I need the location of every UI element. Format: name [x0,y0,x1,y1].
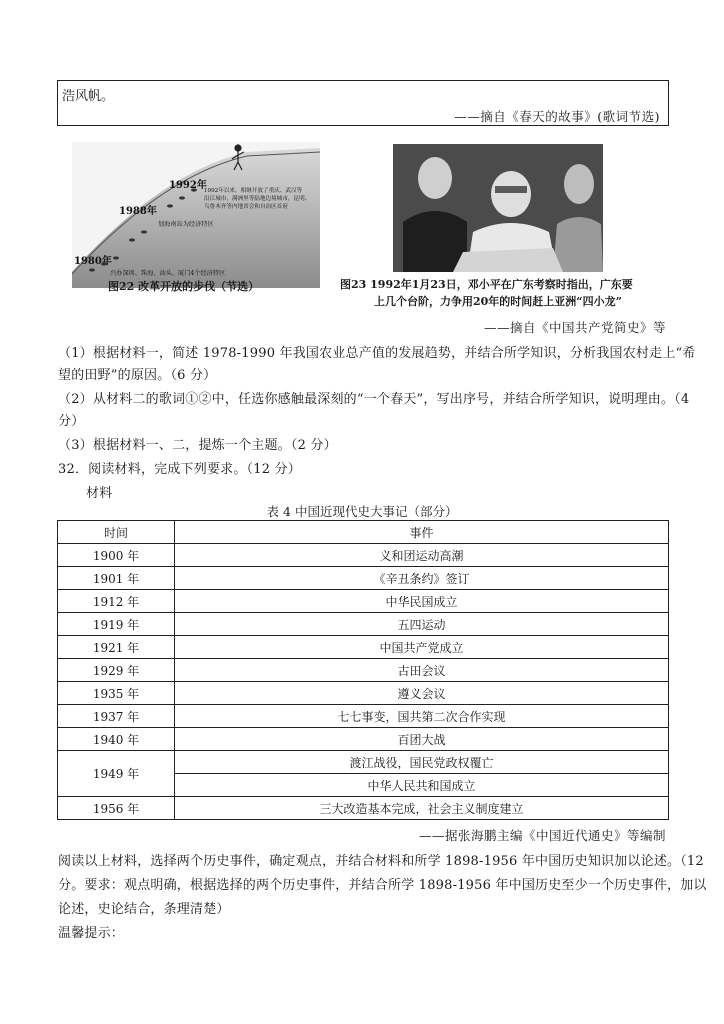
question-3: （3）根据材料一、二，提炼一个主题。（2 分） [58,438,337,453]
instruction-line3: 论述，史论结合，条理清楚） [58,902,230,917]
row-event: 《辛丑条约》签订 [175,567,669,590]
question-1-line2: 望的田野”的原因。（6 分） [58,368,217,383]
row-year: 1919 年 [58,613,175,636]
row-year: 1956 年 [58,797,175,820]
row-event: 中国共产党成立 [175,636,669,659]
row-year: 1912 年 [58,590,175,613]
instruction-line1: 阅读以上材料，选择两个历史事件，确定观点，并结合材料和所学 1898-1956 年中国历史知识加以论述。（12 [58,854,704,869]
table-row [58,705,669,728]
header-time: 时间 [58,521,175,544]
lyrics-quote-box [57,80,669,126]
note-1988: 划海南岛为经济特区 [158,221,214,228]
table-row [58,751,669,774]
row-year: 1935 年 [58,682,175,705]
table-source: ——据张海鹏主编《中国近代通史》等编制 [418,828,666,843]
table-row [58,613,669,636]
year-label-1980: 1980年 [74,256,112,267]
row-event: 五四运动 [175,613,669,636]
note-1992-line1: 1992年以来，相继开放了重庆、武汉等 [204,188,303,194]
history-events-table [57,520,669,820]
row-event: 百团大战 [175,728,669,751]
material-two-source: ——摘自《中国共产党简史》等 [483,320,666,335]
table-row [58,659,669,682]
figure-22-caption: 图22 改革开放的步伐（节选） [108,280,260,293]
table-header-row [58,521,669,544]
table-row [58,567,669,590]
table-row [58,544,669,567]
question-2-line1: （2）从材料二的歌词①②中，任选你感触最深刻的“一个春天”，写出序号，并结合所学知识，说明理由。（4 [58,392,690,407]
row-year: 1921 年 [58,636,175,659]
row-year: 1929 年 [58,659,175,682]
row-event: 中华民国成立 [175,590,669,613]
photo-deng-xiaoping [393,144,603,272]
row-event: 三大改造基本完成，社会主义制度建立 [175,797,669,820]
figure-22-reform-steps [72,142,320,288]
table-row [58,728,669,751]
row-year: 1940 年 [58,728,175,751]
figure-23-caption-line1: 图23 1992年1月23日，邓小平在广东考察时指出，广东要 [340,278,633,291]
quote-source: ——摘自《春天的故事》(歌词节选) [454,109,660,124]
table-row [58,682,669,705]
row-event: 渡江战役，国民党政权覆亡 [175,751,669,774]
table-row [58,636,669,659]
question-32-title: 32．阅读材料，完成下列要求。（12 分） [58,462,301,477]
row-year: 1937 年 [58,705,175,728]
table-row [58,590,669,613]
header-event: 事件 [175,521,669,544]
note-1992-line2: 沿江城市，满洲里等陆地边境城市，昆明、 [204,196,311,202]
material-label: 材料 [86,486,113,501]
figure-22-illustration [72,142,320,288]
year-label-1988: 1988年 [119,206,157,217]
year-label-1992: 1992年 [169,180,207,191]
note-1980: 兴办深圳、珠海、汕头、厦门4个经济特区 [110,270,226,277]
quote-text: 浩风帆。 [62,89,115,104]
row-event: 古田会议 [175,659,669,682]
table-row [58,797,669,820]
row-event: 义和团运动高潮 [175,544,669,567]
question-1-line1: （1）根据材料一，简述 1978-1990 年我国农业总产值的发展趋势，并结合所学知识，分析我国农村走上“希 [58,346,696,361]
row-year: 1901 年 [58,567,175,590]
row-event: 中华人民共和国成立 [175,774,669,797]
row-year-1949: 1949 年 [58,751,175,797]
question-2-line2: 分） [58,414,85,429]
row-event: 七七事变，国共第二次合作实现 [175,705,669,728]
instruction-line2: 分。要求：观点明确，根据选择的两个历史事件，并结合所学 1898-1956 年中国历史至少一个历史事件，加以 [58,878,707,893]
row-year: 1900 年 [58,544,175,567]
note-1992-line3: 乌鲁木齐等内地省会和自治区首府 [204,204,288,210]
tip-label: 温馨提示： [58,926,125,941]
table-title: 表 4 中国近现代史大事记（部分） [266,504,458,519]
figure-23-caption-line2: 上几个台阶，力争用20年的时间赶上亚洲“四小龙” [374,295,622,308]
figure-23-photo [336,142,666,312]
row-event: 遵义会议 [175,682,669,705]
